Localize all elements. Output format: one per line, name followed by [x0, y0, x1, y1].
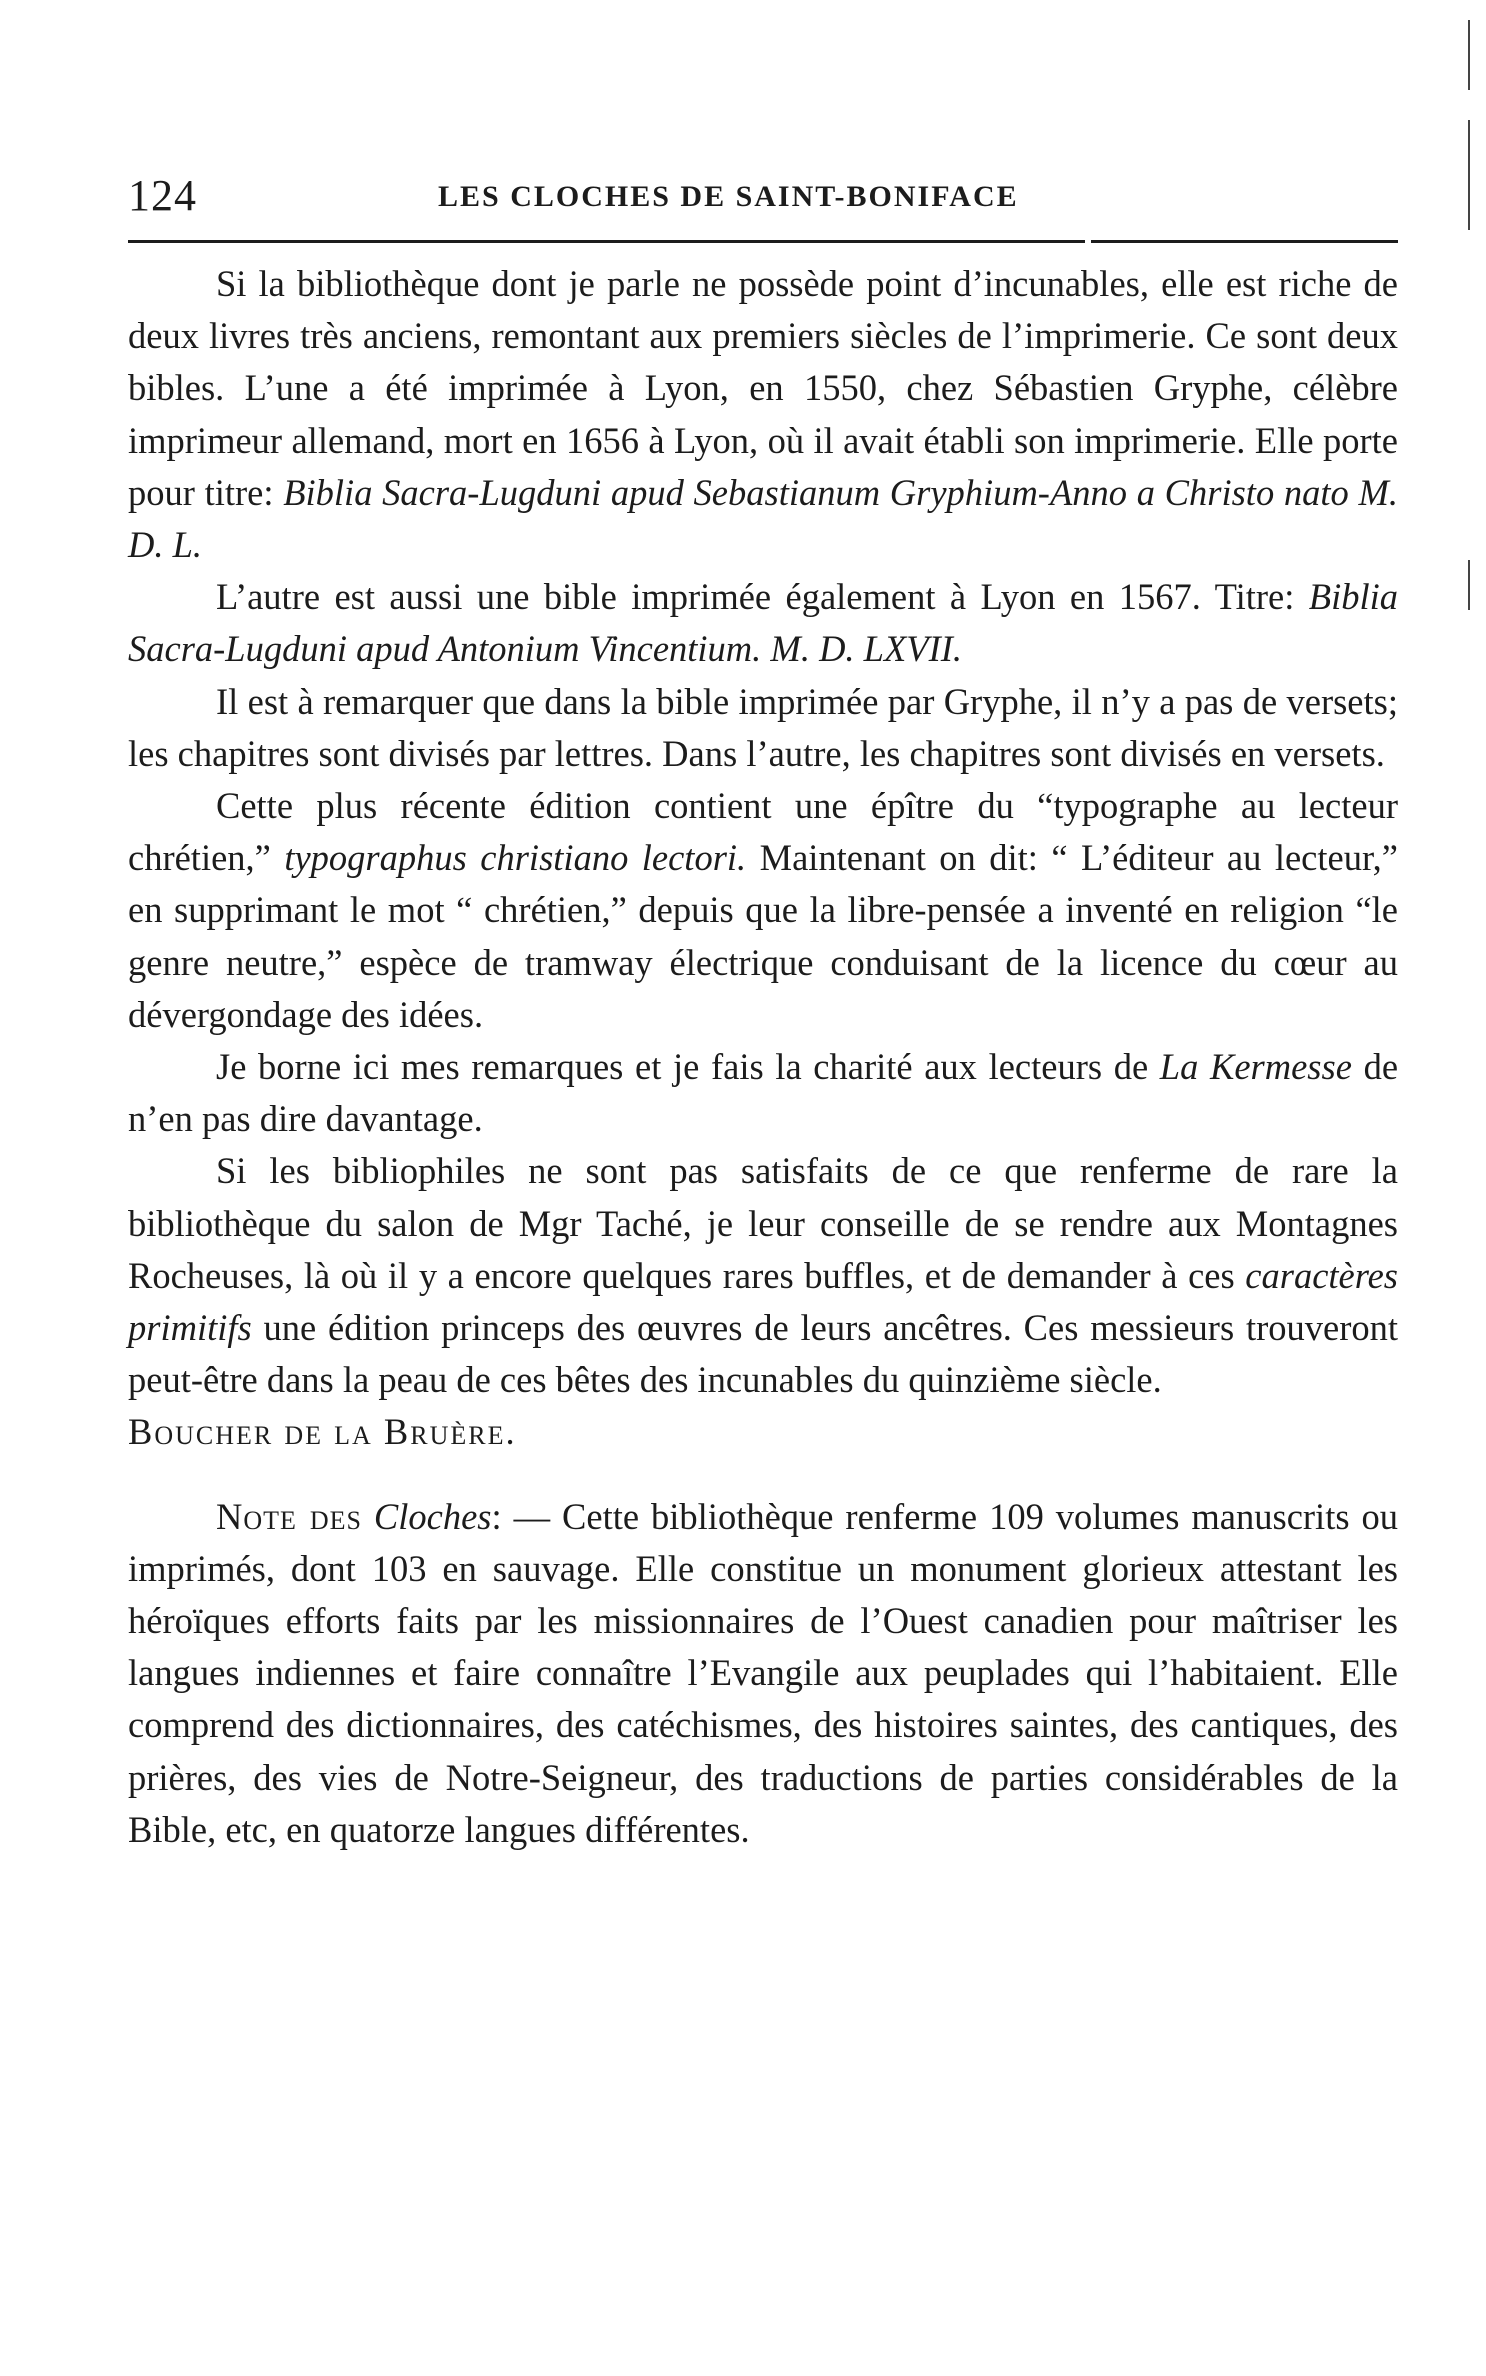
scan-edge-mark [1468, 120, 1470, 230]
editor-note [128, 1491, 1398, 1856]
paragraph [128, 258, 1398, 571]
italic-text: caractères primitifs [128, 1254, 1398, 1349]
paragraph-text: Si la bibliothèque dont je parle ne possède point d’incunables, elle est riche de deux livres très anciens, remontant aux premiers siècles de l’imprimerie. Ce sont deux bibles. L’une a été imprimée à Lyon, en 1550, chez Sébastien Gryphe, célèbre imprimeur allemand, mort en 1656 à Lyon, où il avait établi son imprimerie. Elle porte pour titre: [128, 263, 1398, 513]
page-number: 124 [128, 171, 197, 220]
paragraph [128, 571, 1398, 675]
paragraph [128, 1145, 1398, 1406]
header-rule-gap [1085, 238, 1091, 245]
page-body [128, 258, 1398, 1856]
italic-text: Biblia Sacra-Lugduni apud Antonium Vincentium. M. D. LXVII. [128, 576, 1398, 670]
paragraph-text: Cette plus récente édition contient une épître du “typographe au lecteur chrétien,” [128, 785, 1398, 879]
scan-edge-mark [1468, 560, 1470, 610]
paragraph [128, 780, 1398, 1041]
running-title: LES CLOCHES DE SAINT-BONIFACE [438, 180, 1019, 213]
note-label: Note des [216, 1495, 362, 1537]
paragraph [128, 1041, 1398, 1145]
note-text: : — Cette bibliothèque renferme 109 volumes manuscrits ou imprimés, dont 103 en sauvage. Elle constitue un monument glorieux attestant les héroïques efforts faits par les missionnaires de l’Ouest canadien pour maîtriser les langues indiennes et faire connaître l’Evangile aux peuplades qui l’habitaient. Elle comprend des dictionnaires, des catéchismes, des histoires saintes, des cantiques, des prières, des vies de Notre-Seigneur, des traductions de parties considérables de la Bible, etc, en quatorze langues différentes. [128, 1495, 1398, 1850]
paragraph-text: de n’en pas dire davantage. [128, 1046, 1399, 1140]
signature: Boucher de la Bruère. [128, 1411, 517, 1453]
scan-edge-mark [1468, 20, 1470, 90]
paragraph-text: Il est à remarquer que dans la bible imprimée par Gryphe, il n’y a pas de versets; les chapitres sont divisés par lettres. Dans l’autre, les chapitres sont divisés en versets. [128, 680, 1398, 774]
paragraph-text: Si les bibliophiles ne sont pas satisfaits de ce que renferme de rare la bibliothèque du salon de Mgr Taché, je leur conseille de se rendre aux Montagnes Rocheuses, là où il y a encore quelques rares buffles, et de demander à ces [128, 1150, 1398, 1296]
paragraph-text: L’autre est aussi une bible imprimée également à Lyon en 1567. Titre: [216, 576, 1309, 618]
page-header [128, 170, 1398, 226]
paragraph [128, 676, 1398, 780]
paragraph-text: Je borne ici mes remarques et je fais la charité aux lecteurs de [216, 1046, 1160, 1088]
italic-text: La Kermesse [1159, 1046, 1352, 1088]
italic-text: typographus christiano lectori. [284, 837, 747, 879]
paragraph-text: Maintenant on dit: “ L’éditeur au lecteur,” en supprimant le mot “ chrétien,” depuis que la libre-pensée a inventé en religion “le genre neutre,” espèce de tramway électrique conduisant de la licence du cœur au dévergondage des idées. [128, 837, 1398, 1035]
header-rule [128, 240, 1398, 243]
italic-text: Biblia Sacra-Lugduni apud Sebastianum Gryphium-Anno a Christo nato M. D. L. [128, 471, 1399, 566]
paragraph-text: une édition princeps des œuvres de leurs ancêtres. Ces messieurs trouveront peut-être dans la peau de ces bêtes des incunables du quinzième siècle. [128, 1307, 1398, 1401]
note-label-italic: Cloches [373, 1495, 492, 1537]
